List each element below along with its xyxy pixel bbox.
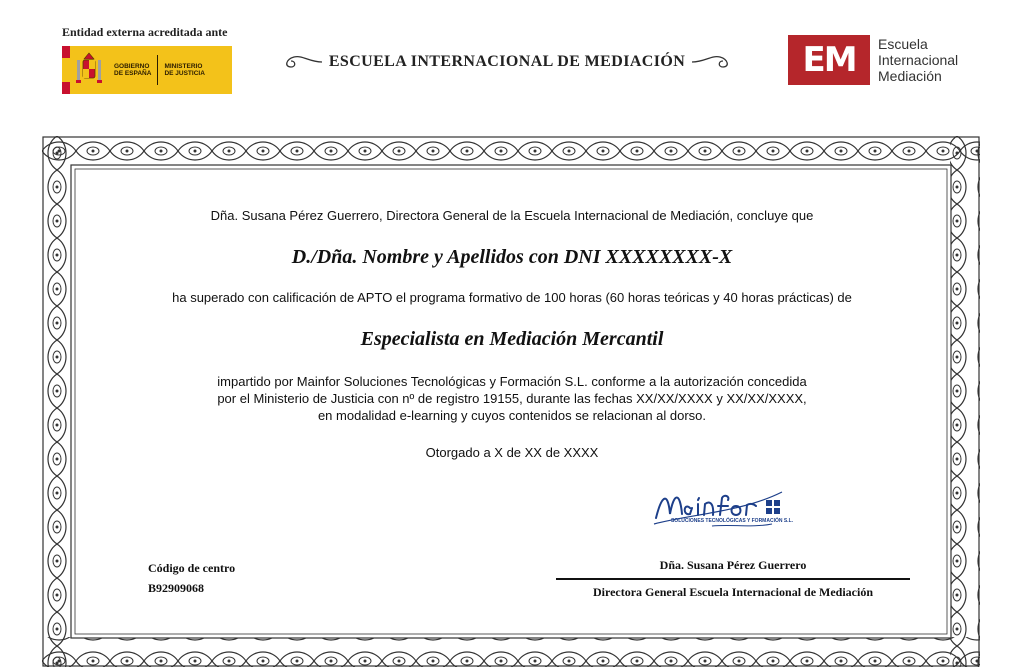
em-logo — [788, 35, 958, 85]
certificate-header — [0, 0, 1024, 110]
signature-line — [556, 578, 910, 580]
spain-flag-strip — [62, 46, 70, 94]
mainfor-stamp-signature — [652, 484, 810, 532]
imparted-text — [90, 373, 934, 424]
accreditation-label: Entidad externa acreditada ante — [62, 25, 228, 39]
imparted-line-1: impartido por Mainfor Soluciones Tecnológicas y Formación S.L. conforme a la autorización concedida — [217, 374, 807, 389]
school-title-banner — [244, 50, 770, 74]
border-top — [42, 136, 980, 166]
school-title: ESCUELA INTERNACIONAL DE MEDIACIÓN — [328, 53, 686, 70]
stamp-subtitle: SOLUCIONES TECNOLÓGICAS Y FORMACIÓN S.L. — [670, 518, 794, 524]
gobierno-text: GOBIERNO DE ESPAÑA — [114, 62, 152, 77]
em-logo-text — [878, 36, 958, 84]
imparted-line-2: por el Ministerio de Justicia con nº de registro 19155, durante las fechas XX/XX/XXXX y XX/XX/XXXX, — [217, 391, 807, 406]
granted-date: Otorgado a X de XX de XXXX — [425, 445, 599, 460]
center-code: B92909068 — [148, 581, 205, 595]
em-logo-line1: Escuela — [878, 36, 928, 52]
intro-text: Dña. Susana Pérez Guerrero, Directora General de la Escuela Internacional de Mediación, concluye que — [210, 208, 814, 223]
center-code-block — [148, 558, 235, 598]
center-code-label: Código de centro — [148, 561, 236, 575]
border-left — [42, 136, 72, 667]
coat-of-arms-icon — [70, 46, 108, 94]
imparted-line-3: en modalidad e-learning y cuyos contenidos se relacionan al dorso. — [317, 408, 707, 423]
ministerio-text: MINISTERIO DE JUSTICIA — [164, 62, 205, 77]
em-logo-line3: Mediación — [878, 68, 942, 84]
course-title: Especialista en Mediación Mercantil — [360, 328, 664, 350]
em-mark: EM — [788, 35, 870, 85]
student-name: D./Dña. Nombre y Apellidos con DNI XXXXXXXX-X — [291, 246, 733, 268]
signer-name: Dña. Susana Pérez Guerrero — [659, 558, 807, 572]
passed-text: ha superado con calificación de APTO el programa formativo de 100 horas (60 horas teóricas y 40 horas prácticas) de — [172, 290, 852, 305]
border-right — [950, 136, 980, 667]
signer-role: Directora General Escuela Internacional de Mediación — [592, 585, 874, 599]
left-flourish-icon — [279, 53, 323, 71]
gobierno-espana-logo — [62, 46, 232, 94]
right-flourish-icon — [691, 53, 735, 71]
em-logo-line2: Internacional — [878, 52, 959, 68]
